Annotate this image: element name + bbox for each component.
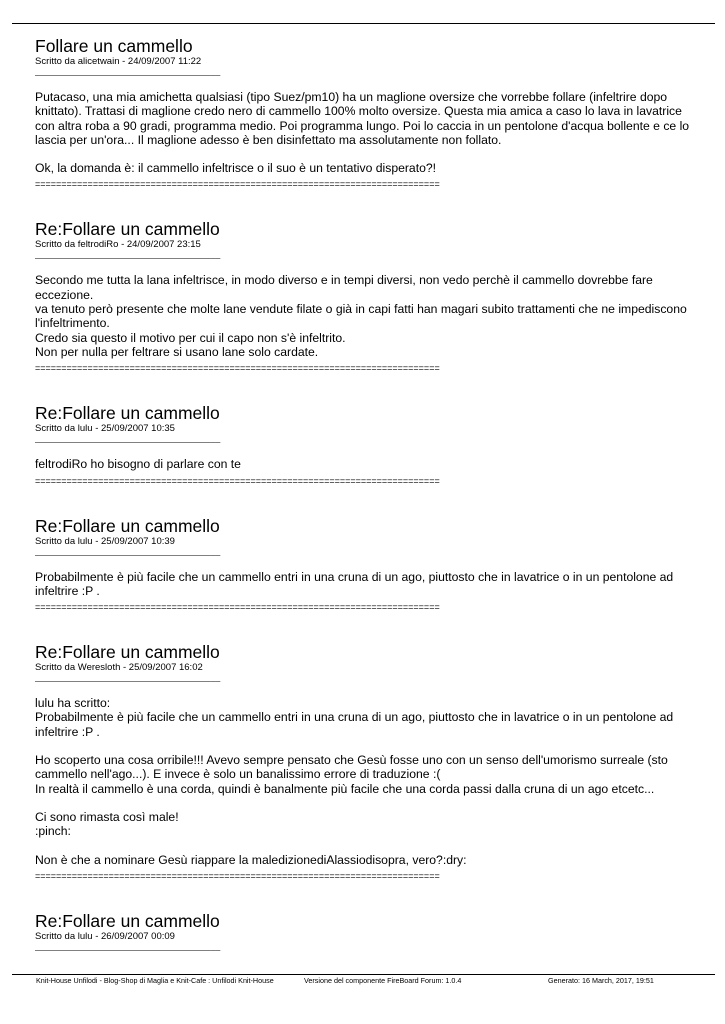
post-meta: Scritto da feltrodiRo - 24/09/2007 23:15 (35, 239, 201, 251)
post-title: Re:Follare un cammello (35, 642, 220, 663)
post-line: In realtà il cammello è una corda, quindi è banalmente più facile che una corda passi dalla cruna di un ago etcetc... (35, 781, 655, 796)
post-body (35, 273, 695, 359)
post-body (35, 570, 695, 599)
post-meta: Scritto da Weresloth - 25/09/2007 16:02 (35, 662, 203, 674)
post-line: Probabilmente è più facile che un cammello entri in una cruna di un ago, piuttosto che in lavatrice o in un pentolone ad infeltrire :P . (35, 569, 674, 598)
post-line: Probabilmente è più facile che un cammello entri in una cruna di un ago, piuttosto che in lavatrice o in un pentolone ad infeltrire :P . (35, 710, 674, 739)
post-body (35, 457, 695, 471)
post-line: Ho scoperto una cosa orribile!!! Avevo sempre pensato che Gesù fosse uno con un senso dell'umorismo surreale (sto cammello nell'ago...). E invece è solo un banalissimo errore di traduzione :( (35, 753, 668, 782)
post-separator: ============================================================================= (35, 363, 440, 374)
footer-site: Knit-House Unfilodi - Blog-Shop di Maglia e Knit-Cafe : Unfilodi Knit-House (36, 976, 274, 985)
forum-thread (35, 36, 695, 965)
forum-post (35, 36, 695, 189)
post-body (35, 90, 695, 175)
meta-underline: _____________________________________ (35, 673, 221, 683)
post-line: feltrodiRo ho bisogno di parlare con te (35, 457, 241, 472)
forum-post (35, 516, 695, 613)
footer-generated: Generato: 16 March, 2017, 19:51 (548, 976, 654, 985)
post-body (35, 696, 695, 867)
paragraph-gap (35, 147, 695, 161)
meta-underline: _____________________________________ (35, 434, 221, 444)
paragraph-gap (35, 839, 695, 853)
post-meta: Scritto da lulu - 25/09/2007 10:39 (35, 535, 175, 547)
post-meta: Scritto da lulu - 26/09/2007 00:09 (35, 930, 175, 942)
post-title: Re:Follare un cammello (35, 910, 220, 931)
footer-rule (12, 974, 715, 975)
forum-post (35, 403, 695, 485)
post-line: Secondo me tutta la lana infeltrisce, in modo diverso e in tempi diversi, non vedo perchè il cammello dovrebbe fare eccezione. (35, 273, 653, 302)
forum-post (35, 642, 695, 881)
footer-component: Versione del componente FireBoard Forum: 1.0.4 (304, 976, 462, 985)
post-line: Ci sono rimasta così male! (35, 809, 179, 824)
top-rule (12, 23, 715, 24)
forum-post (35, 911, 695, 951)
post-separator: ============================================================================= (35, 179, 440, 190)
forum-post (35, 219, 695, 373)
post-line: Non è che a nominare Gesù riappare la maledizionediAlassiodisopra, vero?:dry: (35, 852, 467, 867)
post-meta: Scritto da lulu - 25/09/2007 10:35 (35, 423, 175, 435)
post-separator: ============================================================================= (35, 602, 440, 613)
post-separator: ============================================================================= (35, 475, 440, 486)
post-line: Putacaso, una mia amichetta qualsiasi (tipo Suez/pm10) ha un maglione oversize che vorrebbe follare (infeltrire dopo knittato). Trattasi di maglione credo nero di cammello 100% molto oversize. Questa mia amica a caso lo lava in lavatrice con altra roba a 90 gradi, programma medio. Poi programma lungo. Poi lo caccia in un pentolone d'acqua bollente e ce lo lascia per un'ora... Il maglione adesso è ben disinfettato ma assolutamente non follato. (35, 90, 690, 147)
meta-underline: _____________________________________ (35, 67, 221, 76)
post-line: Non per nulla per feltrare si usano lane solo cardate. (35, 344, 319, 359)
post-meta: Scritto da alicetwain - 24/09/2007 11:22 (35, 56, 202, 67)
post-line: :pinch: (35, 824, 71, 839)
post-line: va tenuto però presente che molte lane vendute filate o già in capi fatti han magari subito trattamenti che ne impediscono l'infeltrimento. (35, 302, 687, 331)
meta-underline: _____________________________________ (35, 546, 221, 556)
post-line: lulu ha scritto: (35, 696, 111, 711)
meta-underline: _____________________________________ (35, 941, 221, 951)
post-line: Ok, la domanda è: il cammello infeltrisce o il suo è un tentativo disperato?! (35, 161, 437, 176)
paragraph-gap (35, 796, 695, 810)
meta-underline: _____________________________________ (35, 250, 221, 260)
paragraph-gap (35, 739, 695, 753)
post-line: Credo sia questo il motivo per cui il capo non s'è infeltrito. (35, 330, 346, 345)
post-title: Re:Follare un cammello (35, 515, 220, 536)
post-separator: ============================================================================= (35, 870, 440, 881)
post-title: Re:Follare un cammello (35, 403, 220, 424)
post-title: Follare un cammello (35, 36, 193, 56)
post-title: Re:Follare un cammello (35, 219, 220, 240)
